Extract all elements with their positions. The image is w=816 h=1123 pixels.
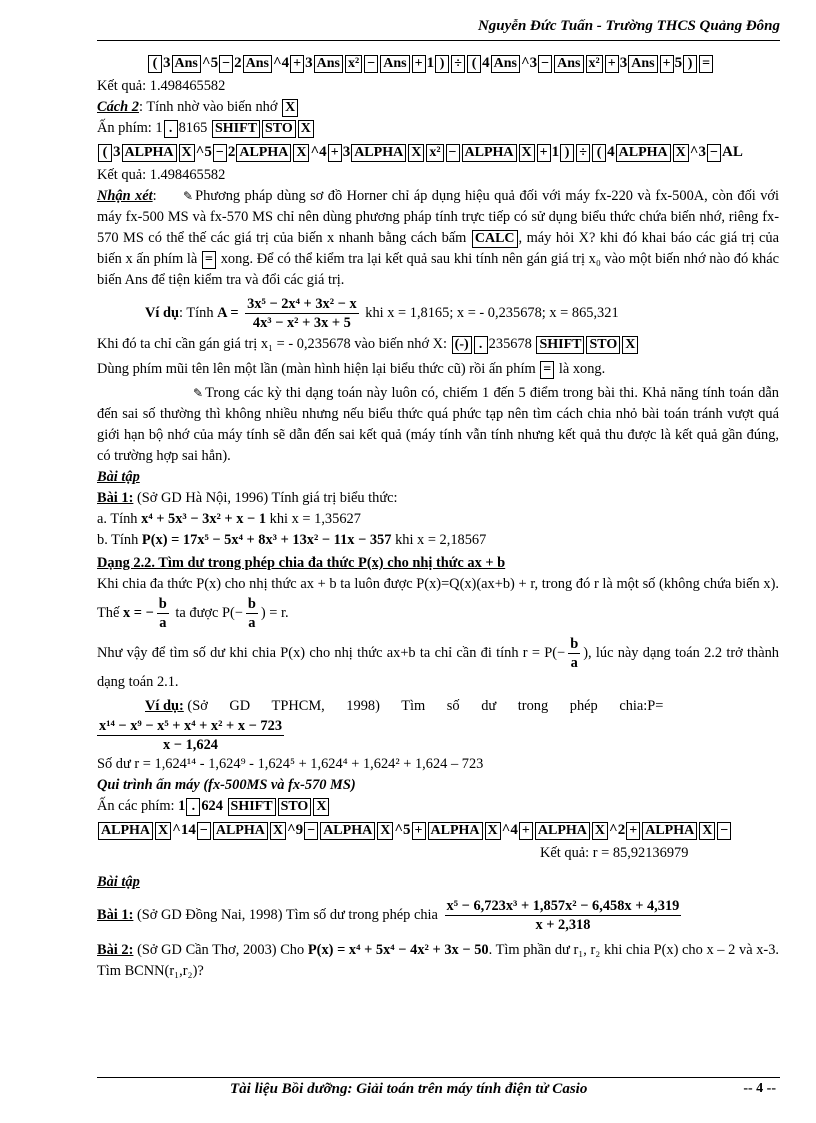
b2-1-label: Bài 1: [97,906,134,923]
key-token: Ans [172,55,201,73]
key-dot: . [164,120,178,138]
key-token: STO [586,336,620,354]
key-token: − [304,822,318,840]
key-token: SHIFT [228,798,276,816]
key-token: Ans [628,55,657,73]
key-token: ( [467,55,481,73]
key-token: X [298,120,314,138]
key-token: Ans [243,55,272,73]
vidu2-label: Ví dụ: [145,698,184,714]
key-token: + [519,822,533,840]
anphim-label: Ấn phím: 1 [97,120,163,136]
key-token: x² [586,55,603,73]
baitap-title-2: Bài tập [97,874,140,890]
b2-1-denominator: x + 2,318 [535,917,591,933]
vidu2-denominator: x − 1,624 [163,737,218,753]
dung-line [97,359,779,380]
key-token: ^4 [501,822,518,838]
frac-b-a [157,595,169,632]
key-token: ^14 [172,822,196,838]
key-token: ) [560,144,574,162]
cach2-line [97,97,779,118]
key-token: 5 [674,55,683,71]
key-sequence-ans [147,50,779,76]
bai1-text: (Sở GD Hà Nội, 1996) Tính giá trị biểu thức: [137,490,398,506]
vidu1-denominator: 4x³ − x² + 3x + 5 [252,315,351,331]
key-token: ^4 [272,55,290,71]
b2-1-text: (Sở GD Đồng Nai, 1998) Tìm số dư trong phép chia [137,906,438,923]
key-token: 3 [113,144,121,160]
key-token: X [313,798,329,816]
key-token: ALPHA [320,822,375,840]
nhuvay-text-1: Như vậy để tìm số dư khi chia P(x) cho nhị thức ax+b ta chỉ cần đi tính r = P(− [97,644,566,661]
b2-1-numerator: x⁵ − 6,723x³ + 1,857x² − 6,458x + 4,319 [446,898,680,914]
key-sequence-alpha [97,139,779,165]
key-token: . [474,336,488,354]
dung-text-2: là xong. [558,361,606,377]
key-token: ALPHA [428,822,483,840]
key-token: + [537,144,551,162]
key-token: ^4 [310,144,327,160]
key-token: 1 [426,55,435,71]
key-token: − [538,55,552,73]
vidu1-numerator: 3x⁵ − 2x⁴ + 3x² − x [247,296,357,312]
sodu-line: Số dư r = 1,624¹⁴ - 1,624⁹ - 1,624⁵ + 1,624⁴ + 1,624² + 1,624 – 723 [97,756,484,772]
dang-x: x = − [122,604,154,621]
frac-den: a [159,615,167,631]
key-token: − [213,144,227,162]
key-token: + [412,55,426,73]
header-divider [97,40,780,41]
key-token: − [219,55,233,73]
key-token: X [155,822,171,840]
key-token: ALPHA [213,822,268,840]
key-token: x² [426,144,443,162]
cach2-label: Cách 2 [97,99,139,115]
b2-1-line [97,897,779,934]
nhuvay-text-2: ), lúc này dạng toán 2.2 trở thành dạng toán 2.1. [97,644,779,690]
key-token: ^3 [689,144,706,160]
result-3: Kết quả: r = 85,92136979 [540,845,689,861]
frac-den: a [570,655,578,671]
nhanxet-label: Nhận xét [97,188,153,204]
vidu1-line [145,295,779,332]
key-token: + [605,55,619,73]
page-number: -- 4 -- [743,1081,776,1096]
key-token: X [622,336,638,354]
key-token: + [660,55,674,73]
vidu2-numerator: x¹⁴ − x⁹ − x⁵ + x⁴ + x² + x − 723 [99,718,283,734]
dang-text-2: ta được P(− [175,604,243,621]
key-token: ALPHA [351,144,406,162]
key-token: 4 [607,144,615,160]
bai1-label: Bài 1: [97,490,134,506]
b2-2-text-1: (Sở GD Cần Thơ, 2003) Cho [137,942,305,958]
key-token: ^5 [201,55,219,71]
gan-value: 235678 [488,336,532,352]
key-token: + [412,822,426,840]
page-content [97,50,779,982]
key-token: ) [683,55,697,73]
vidu2-line [97,696,779,717]
key-token: X [377,822,393,840]
anphim-keys [211,120,315,136]
key-token: (-) [452,336,472,354]
quitrinh-line: Qui trình ấn máy (fx-500MS và fx-570 MS) [97,777,356,793]
b2-2-label: Bài 2: [97,942,134,958]
pencil-icon: ✎ [183,189,194,203]
footer-divider [97,1077,780,1078]
dang-text-1: Khi chia đa thức P(x) cho nhị thức ax + b ta luôn được P(x)=Q(x)(ax+b) + r, trong đó r là một số (không chứa biến x). Thế [97,576,779,621]
key-token: ÷ [576,144,590,162]
key-token: ) [435,55,449,73]
key-token: − [717,822,731,840]
dung-text-1: Dùng phím mũi tên lên một lần (màn hình hiện lại biểu thức cũ) rồi ấn phím [97,361,536,377]
key-token: ÷ [451,55,465,73]
ancac-1: 1 [178,798,186,814]
trong-paragraph [97,383,779,467]
key-token: Ans [314,55,343,73]
key-token: X [519,144,535,162]
pencil-icon-2: ✎ [193,386,204,400]
key-token: X [408,144,424,162]
key-x: X [282,99,298,117]
baitap-title-1: Bài tập [97,469,140,485]
key-token: SHIFT [212,120,260,138]
key-dot-2: . [186,798,200,816]
ancac-value: 624 [201,798,223,814]
nhanxet-paragraph: Nhận xét: ✎ Phương pháp dùng sơ đồ Horner chỉ áp dụng hiệu quả đối với máy fx-220 và fx-500A, còn đối với máy fx-500 MS và fx-570 MS chỉ nên dùng phương pháp tính trực tiếp có sử dụng biểu thức chứa biến nhớ, riêng fx-570 MS có thể thế các giá trị của biến x nhanh bằng cách bấm CALC , máy hỏi X? khi đó khai báo các giá trị của biến x ấn phím là = xong. Để có thể kiểm tra lại kết quả sau khi tính nên gán giá trị x₀ vào một biến nhớ nào đó khác biến Ans để tiện kiểm tra và đổi các giá trị. [97,188,779,288]
key-calc: CALC [472,230,518,248]
key-token: X [270,822,286,840]
bai1b-prefix: b. Tính [97,532,139,548]
key-token: ( [148,55,162,73]
result-1: Kết quả: 1.498465582 [97,78,226,94]
b2-2-expr: P(x) = x⁴ + 5x⁴ − 4x² + 3x − 50 [307,942,489,958]
frac-num: b [570,636,579,652]
nhanxet-text-1: Phương pháp dùng sơ đồ Horner chỉ áp dụng hiệu quả đối với máy fx-220 và fx-500A, còn đối với máy fx-500 MS và fx-570 MS chỉ nên dùng phương pháp tính trực tiếp có sử dụng biểu thức chứa biến nhớ, riêng fx-570 MS có thể thế các giá trị của biến x nhanh bằng cách bấm [97,188,779,246]
frac-num: b [158,596,167,612]
gan-text: Khi đó ta chỉ cần gán giá trị x₁ = - 0,235678 vào biến nhớ X: [97,336,448,352]
result-2: Kết quả: 1.498465582 [97,167,226,183]
key-token: − [707,144,721,162]
key-token: 3 [305,55,313,71]
key-token: 3 [163,55,171,71]
vidu1-A: A = [217,304,239,321]
key-token: + [328,144,342,162]
nhanxet-text-3: xong. Để có thể kiểm tra lại kết quả sau khi tính nên gán giá trị x₀ vào một biến nhớ nào đó khác biến Ans để tiện kiểm tra và đổi các giá trị. [97,251,779,288]
key-token: ALPHA [535,822,590,840]
dang-title: Dạng 2.2. Tìm dư trong phép chia đa thức P(x) cho nhị thức ax + b [97,555,506,571]
gan-line [97,334,779,355]
bai1b-expr: P(x) = 17x⁵ − 5x⁴ + 8x³ + 13x² − 11x − 357 [141,532,392,548]
key-token: ( [98,144,112,162]
vidu1-suffix: khi x = 1,8165; x = - 0,235678; x = 865,321 [365,304,619,321]
vidu1-prefix: : Tính [179,304,214,321]
key-token: ALPHA [462,144,517,162]
key-token: ALPHA [642,822,697,840]
vidu2-fraction [97,717,284,754]
bai1b-line [97,530,779,551]
b2-2-text-2: . Tìm phần dư r₁, r₂ khi chia P(x) cho x – 2 và x-3. Tìm BCNN(r₁,r₂)? [97,942,780,979]
key-token: ALPHA [98,822,153,840]
bai1a-suffix: khi x = 1,35627 [269,511,361,527]
key-token: ALPHA [236,144,291,162]
b2-1-fraction [445,897,682,934]
frac-num: b [247,596,256,612]
dang-text-3: ) = r. [260,604,289,621]
trong-text: Trong các kỳ thi dạng toán này luôn có, chiếm 1 đến 5 điểm trong bài thi. Khả năng tính toán dẫn đến sai số thường thì không nhiều nhưng nếu biểu thức quá phức tạp nên tìm cách chia nhỏ bài toán tránh vượt quá giới hạn bộ nhớ của máy tính sẽ dẫn đến sai kết quả (máy tính vẫn tính nhưng kết quả thu được là kết quả gần đúng, có trường hợp sai hẳn). [97,385,779,464]
key-token: ^3 [520,55,538,71]
page-footer: Tài liệu Bồi dưỡng: Giải toán trên máy tính điện tử Casio [230,1081,588,1097]
frac-den: a [248,615,256,631]
key-token: + [626,822,640,840]
nhuvay-paragraph [97,635,779,693]
key-token: X [699,822,715,840]
key-token: 2 [227,144,236,160]
key-token: ^5 [394,822,411,838]
key-token: ALPHA [122,144,177,162]
page-header: Nguyễn Đức Tuấn - Trường THCS Quảng Đông [477,18,780,34]
ancac-label: Ấn các phím: [97,798,175,814]
key-token: 4 [482,55,490,71]
key-token: + [290,55,304,73]
vidu2-text: (Sở GD TPHCM, 1998) Tìm số dư trong phép chia:P= [187,698,664,714]
ancac-keys [227,798,331,814]
key-token: 1 [551,144,560,160]
key-token: x² [345,55,362,73]
ancac-line [97,796,779,817]
key-token: Ans [491,55,520,73]
anphim-line [97,118,779,139]
dang-paragraph [97,574,779,632]
frac-b-a-2 [246,595,258,632]
key-equals: = [202,251,216,269]
key-token: 3 [342,144,351,160]
key-token: = [699,55,713,73]
key-token: ^9 [286,822,304,838]
key-token: SHIFT [536,336,584,354]
key-token: 3 [619,55,628,71]
key-token: X [293,144,309,162]
key-token: Ans [380,55,409,73]
bai1a-prefix: a. Tính [97,511,138,527]
key-token: X [673,144,689,162]
key-token: ALPHA [616,144,671,162]
nhanxet-text-2: , máy hỏi X? khi đó khai báo các giá trị của biến x ấn phím là [97,230,779,267]
key-token: ( [592,144,606,162]
key-sequence-remainder [97,817,779,843]
key-token: ^5 [195,144,212,160]
key-token: − [197,822,211,840]
key-token: STO [262,120,296,138]
vidu1-label: Ví dụ [145,304,179,321]
key-token: X [485,822,501,840]
key-token: Ans [554,55,583,73]
key-token: AL [721,144,743,160]
bai1a-line [97,509,779,530]
key-token: 2 [234,55,242,71]
key-token: − [446,144,460,162]
key-token: STO [278,798,312,816]
bai1-line [97,488,779,509]
frac-b-a-3 [568,635,580,672]
gan-keys-2 [535,336,639,352]
key-token: ^2 [609,822,626,838]
bai1a-expr: x⁴ + 5x³ − 3x² + x − 1 [141,511,267,527]
vidu1-fraction [245,295,359,332]
gan-keys-1 [451,336,489,352]
b2-2-line [97,940,779,982]
key-token: − [364,55,378,73]
key-equals-2: = [540,361,554,379]
anphim-value: 8165 [178,120,208,136]
bai1b-suffix: khi x = 2,18567 [395,532,487,548]
cach2-text: : Tính nhờ vào biến nhớ [138,99,278,115]
key-token: X [179,144,195,162]
key-token: X [592,822,608,840]
